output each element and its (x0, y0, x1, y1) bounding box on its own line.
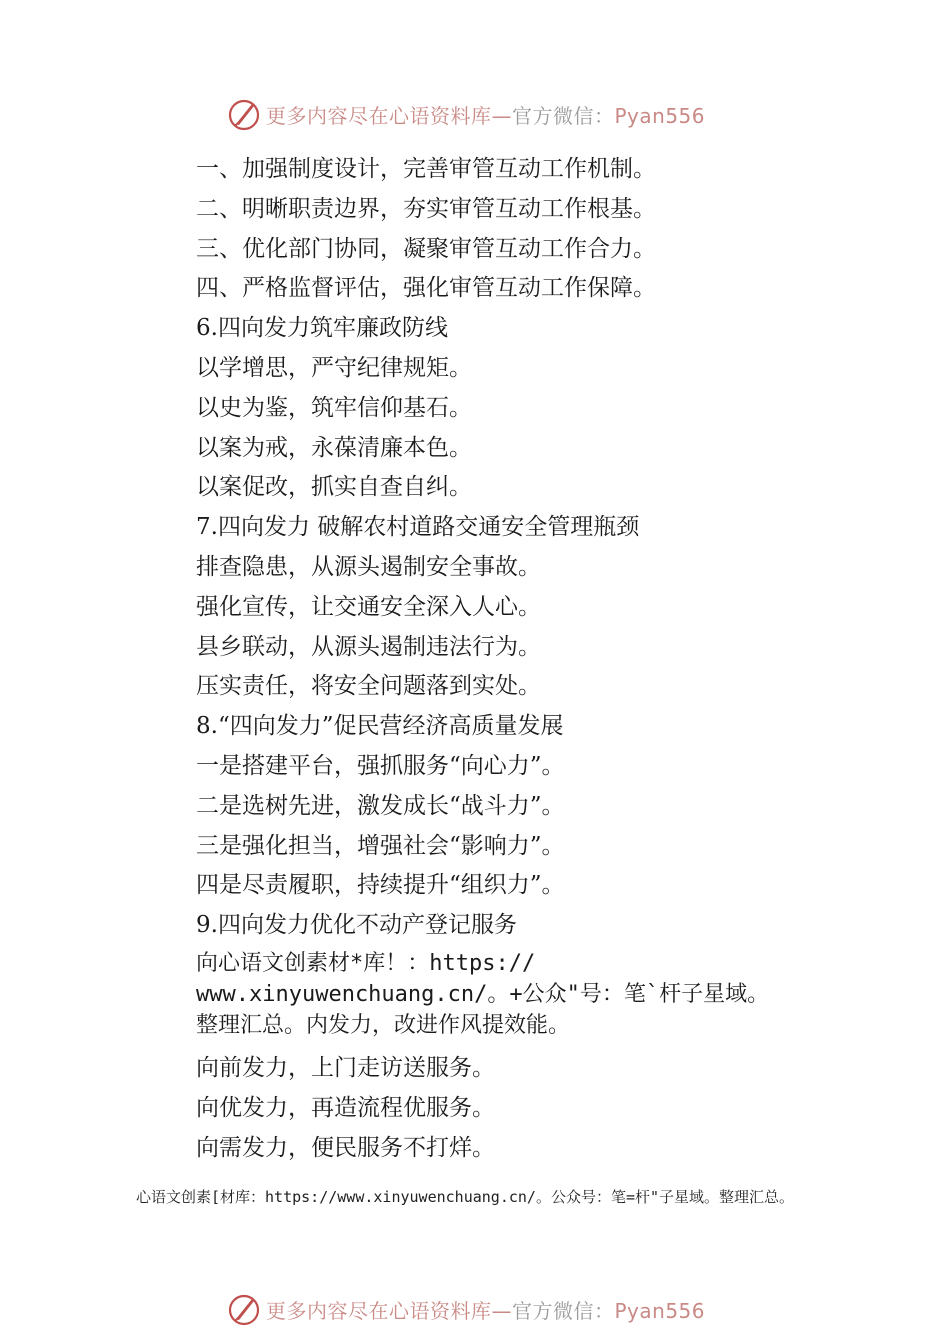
text-line: 向需发力，便民服务不打烊。 (196, 1134, 495, 1161)
footer-note: 心语文创素[材库：https://www.xinyuwenchuang.cn/。公众号：笔=杆"子星域。整理汇总。 (136, 1188, 795, 1206)
text-line: 以史为鉴，筑牢信仰基石。 (196, 394, 472, 421)
text-line: 排查隐患，从源头遏制安全事故。 (196, 553, 541, 580)
section-heading: 8.“四向发力”促民营经济高质量发展 (196, 713, 564, 740)
text-line: 二是选树先进，激发成长“战斗力”。 (196, 792, 565, 819)
quill-logo-icon (226, 1291, 262, 1327)
banner-text (266, 100, 705, 129)
banner-text (266, 1295, 705, 1324)
text-line: 四、严格监督评估，强化审管互动工作保障。 (196, 275, 656, 302)
block-line: 向心语文创素材*库！：https:// (196, 950, 536, 976)
text-line: 三是强化担当，增强社会“影响力”。 (196, 832, 565, 859)
quill-logo-icon (226, 96, 262, 132)
section-heading: 9.四向发力优化不动产登记服务 (196, 912, 517, 939)
text-line: 一是搭建平台，强抓服务“向心力”。 (196, 752, 565, 779)
text-line: 以学增思，严守纪律规矩。 (196, 354, 472, 381)
section-heading: 6.四向发力筑牢廉政防线 (196, 315, 448, 342)
footer-banner (226, 1289, 705, 1329)
text-line: 县乡联动，从源头遏制违法行为。 (196, 633, 541, 660)
text-line: 以案为戒，永葆清廉本色。 (196, 434, 472, 461)
document-body (196, 150, 816, 1168)
banner-wechat-id: Pyan556 (614, 1298, 706, 1323)
text-line: 四是尽责履职，持续提升“组织力”。 (196, 872, 565, 899)
text-line: 二、明晰职责边界，夯实审管互动工作根基。 (196, 195, 656, 222)
banner-wechat-label: 官方微信： (512, 103, 615, 128)
banner-wechat-label: 官方微信： (512, 1298, 615, 1323)
section-heading: 7.四向发力 破解农村道路交通安全管理瓶颈 (196, 514, 640, 541)
banner-title: 更多内容尽在心语资料库— (266, 1298, 512, 1323)
block-line: www.xinyuwenchuang.cn/。+公众"号：笔`杆子星域。 (196, 981, 770, 1007)
text-line: 向前发力，上门走访送服务。 (196, 1054, 495, 1081)
text-line: 以案促改，抓实自查自纠。 (196, 474, 472, 501)
text-line: 强化宣传，让交通安全深入人心。 (196, 593, 541, 620)
text-line: 向优发力，再造流程优服务。 (196, 1094, 495, 1121)
text-line: 三、优化部门协同，凝聚审管互动工作合力。 (196, 235, 656, 262)
banner-wechat-id: Pyan556 (614, 103, 706, 128)
banner-title: 更多内容尽在心语资料库— (266, 103, 512, 128)
header-banner (226, 94, 705, 134)
block-line: 整理汇总。内发力，改进作风提效能。 (196, 1012, 571, 1038)
inline-watermark-block (196, 948, 816, 1041)
text-line: 一、加强制度设计，完善审管互动工作机制。 (196, 156, 656, 182)
text-line: 压实责任，将安全问题落到实处。 (196, 673, 541, 700)
